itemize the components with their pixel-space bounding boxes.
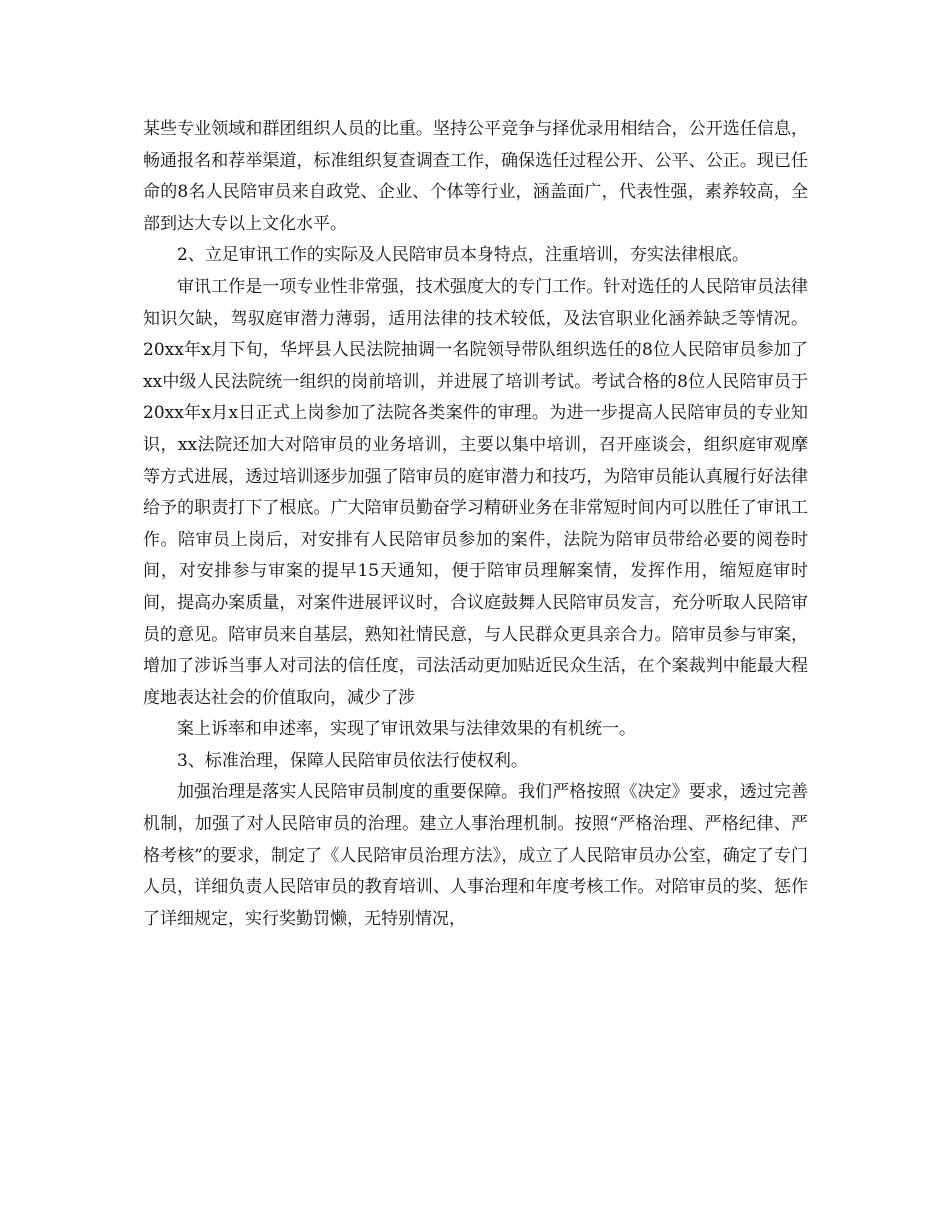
paragraph-1: 某些专业领域和群团组织人员的比重。坚持公平竞争与择优录用相结合，公开选任信息，畅通报名和荐举渠道，标准组织复查调查工作，确保选任过程公开、公平、公正。现已任命的8名人民陪审员来自政党、企业、个体等行业，涵盖面广，代表性强，素养较高，全部到达大专以上文化水平。 (143, 119, 808, 234)
paragraph-2-heading: 2、立足审讯工作的实际及人民陪审员本身特点，注重培训，夯实法律根底。 (177, 245, 749, 266)
document-body (143, 114, 808, 935)
paragraph-4: 案上诉率和申述率，实现了审讯效果与法律效果的有机统一。 (177, 719, 636, 740)
paragraph-5-heading: 3、标准治理，保障人民陪审员依法行使权利。 (177, 750, 528, 771)
paragraph-6: 加强治理是落实人民陪审员制度的重要保障。我们严格按照《决定》要求，透过完善机制，加强了对人民陪审员的治理。建立人事治理机制。按照“严格治理、严格纪律、严格考核”的要求，制定了《人民陪审员治理方法》，成立了人民陪审员办公室，确定了专门人员，详细负责人民陪审员的教育培训、人事治理和年度考核工作。对陪审员的奖、惩作了详细规定，实行奖勤罚懒，无特别情况， (143, 782, 808, 929)
paragraph-3: 审讯工作是一项专业性非常强，技术强度大的专门工作。针对选任的人民陪审员法律知识欠缺，驾驭庭审潜力薄弱，适用法律的技术较低，及法官职业化涵养缺乏等情况。20xx年x月下旬，华坪县人民法院抽调一名院领导带队组织选任的8位人民陪审员参加了xx中级人民法院统一组织的岗前培训，并进展了培训考试。考试合格的8位人民陪审员于20xx年x月x日正式上岗参加了法院各类案件的审理。为进一步提高人民陪审员的专业知识，xx法院还加大对陪审员的业务培训，主要以集中培训，召开座谈会，组织庭审观摩等方式进展，透过培训逐步加强了陪审员的庭审潜力和技巧，为陪审员能认真履行好法律给予的职责打下了根底。广大陪审员勤奋学习精研业务在非常短时间内可以胜任了审讯工作。陪审员上岗后，对安排有人民陪审员参加的案件，法院为陪审员带给必要的阅卷时间，对安排参与审案的提早15天通知，便于陪审员理解案情，发挥作用，缩短庭审时间，提高办案质量，对案件进展评议时，合议庭鼓舞人民陪审员发言，充分听取人民陪审员的意见。陪审员来自基层，熟知社情民意，与人民群众更具亲合力。陪审员参与审案，增加了涉诉当事人对司法的信任度，司法活动更加贴近民众生活，在个案裁判中能最大程度地表达社会的价值取向，减少了涉 (143, 276, 808, 708)
